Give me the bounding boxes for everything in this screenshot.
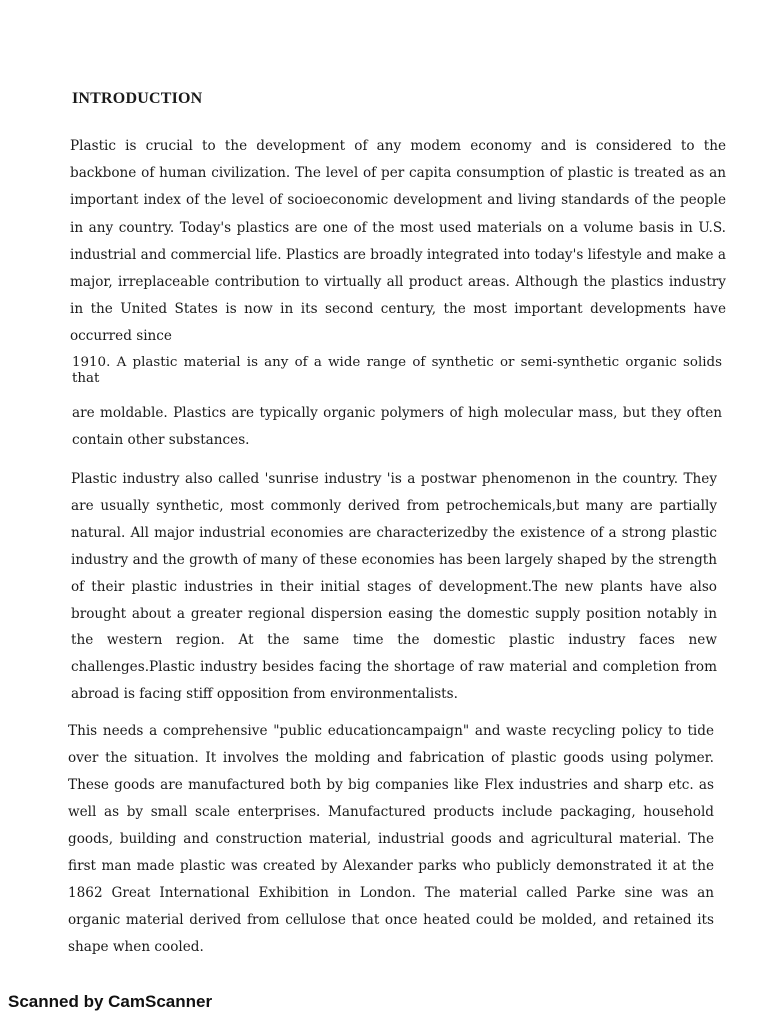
section-heading: INTRODUCTION [72, 90, 203, 107]
scanner-watermark: Scanned by CamScanner [8, 992, 213, 1011]
paragraph-4: This needs a comprehensive "public educationcampaign" and waste recycling policy to tide over the situation. It involves the molding and fabrication of plastic goods using polymer. These goods are manufactured both by big companies like Flex industries and sharp etc. as well as by small scale enterprises. Manufactured products include packaging, household goods, building and construction material, industrial goods and agricultural material. The first man made plastic was created by Alexander parks who publicly demonstrated it at the 1862 Great International Exhibition in London. The material called Parke sine was an organic material derived from cellulose that once heated could be molded, and retained its shape when cooled. [68, 723, 714, 955]
paragraph-2-first-line: 1910. A plastic material is any of a wide range of synthetic or semi-synthetic organic solids that [72, 355, 722, 386]
paragraph-3: Plastic industry also called 'sunrise industry 'is a postwar phenomenon in the country. They are usually synthetic, most commonly derived from petrochemicals,but many are partially natural. All major industrial economies are characterizedby the existence of a strong plastic industry and the growth of many of these economies has been largely shaped by the strength of their plastic industries in their initial stages of development.The new plants have also brought about a greater regional dispersion easing the domestic supply position notably in the western region. At the same time the domestic plastic industry faces new challenges.Plastic industry besides facing the shortage of raw material and completion from abroad is facing stiff opposition from environmentalists. [71, 471, 717, 703]
paragraph-2-continued: are moldable. Plastics are typically organic polymers of high molecular mass, but they often contain other substances. [72, 405, 722, 448]
paragraph-1: Plastic is crucial to the development of any modem economy and is considered to the backbone of human civilization. The level of per capita consumption of plastic is treated as an important index of the level of socioeconomic development and living standards of the people in any country. Today's plastics are one of the most used materials on a volume basis in U.S. industrial and commercial life. Plastics are broadly integrated into today's lifestyle and make a major, irreplaceable contribution to virtually all product areas. Although the plastics industry in the United States is now in its second century, the most important developments have occurred since [70, 138, 726, 345]
